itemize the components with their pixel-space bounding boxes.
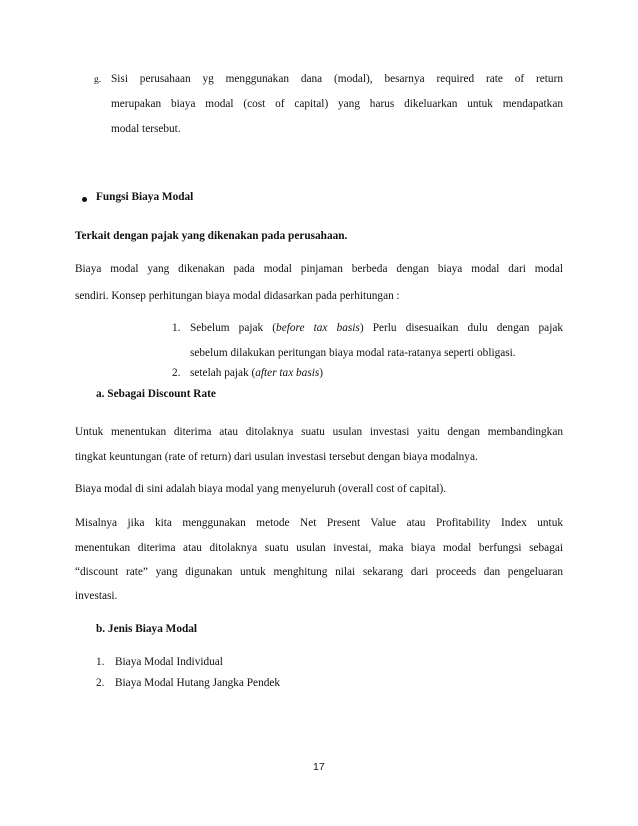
calc-item-1-post: ) Perlu disesuaikan dulu dengan pajak bbox=[359, 322, 563, 334]
calc-item-2-post: ) bbox=[319, 367, 324, 379]
type-item-1-label: Biaya Modal Individual bbox=[115, 656, 223, 668]
paragraph-4-line-3: “discount rate” yang digunakan untuk menghitung nilai sekarang dari proceeds dan pengeluaran bbox=[75, 566, 563, 578]
paragraph-1-line-2: sendiri. Konsep perhitungan biaya modal didasarkan pada perhitungan : bbox=[75, 290, 400, 302]
paragraph-2-line-2: tingkat keuntungan (rate of return) dari usulan investasi tersebut dengan biaya modalnya. bbox=[75, 451, 478, 463]
calc-item-1-italic: before tax basis bbox=[276, 322, 360, 334]
calc-item-2-text bbox=[190, 367, 323, 379]
paragraph-3: Biaya modal di sini adalah biaya modal yang menyeluruh (overall cost of capital). bbox=[75, 483, 447, 495]
calc-item-2-italic: after tax basis bbox=[255, 367, 320, 379]
paragraph-4-line-4: investasi. bbox=[75, 590, 118, 602]
type-item-2-label: Biaya Modal Hutang Jangka Pendek bbox=[115, 677, 281, 689]
heading-a: a. Sebagai Discount Rate bbox=[96, 388, 216, 400]
calc-item-2-number: 2. bbox=[172, 367, 181, 379]
calc-item-2-pre: setelah pajak ( bbox=[190, 367, 256, 379]
heading-b: b. Jenis Biaya Modal bbox=[96, 623, 198, 635]
subheading: Terkait dengan pajak yang dikenakan pada perusahaan. bbox=[75, 230, 348, 242]
calc-item-1-pre: Sebelum pajak ( bbox=[190, 322, 277, 334]
paragraph-4-line-2: menentukan diterima atau ditolaknya suatu usulan investai, maka biaya modal berfungsi sebagai bbox=[75, 542, 563, 554]
item-g-line-2: merupakan biaya modal (cost of capital) yang harus dikeluarkan untuk mendapatkan bbox=[111, 98, 563, 110]
item-g-line-3: modal tersebut. bbox=[111, 123, 181, 135]
section-heading: Fungsi Biaya Modal bbox=[96, 191, 194, 203]
paragraph-1-line-1: Biaya modal yang dikenakan pada modal pinjaman berbeda dengan biaya modal dari modal bbox=[75, 263, 563, 275]
item-g-marker: g. bbox=[94, 75, 102, 85]
bullet-icon bbox=[82, 197, 87, 202]
type-item-1-number: 1. bbox=[96, 656, 105, 668]
calc-item-1-line-1 bbox=[190, 322, 563, 334]
paragraph-4-line-1: Misalnya jika kita menggunakan metode Net Present Value atau Profitability Index untuk bbox=[75, 517, 563, 529]
type-item-2-number: 2. bbox=[96, 677, 105, 689]
calc-item-1-number: 1. bbox=[172, 322, 181, 334]
calc-item-1-line-2: sebelum dilakukan peritungan biaya modal rata-ratanya seperti obligasi. bbox=[190, 347, 516, 359]
page-number: 17 bbox=[313, 761, 325, 773]
item-g-line-1: Sisi perusahaan yg menggunakan dana (modal), besarnya required rate of return bbox=[111, 73, 563, 85]
paragraph-2-line-1: Untuk menentukan diterima atau ditolaknya suatu usulan investasi yaitu dengan membandingkan bbox=[75, 426, 563, 438]
